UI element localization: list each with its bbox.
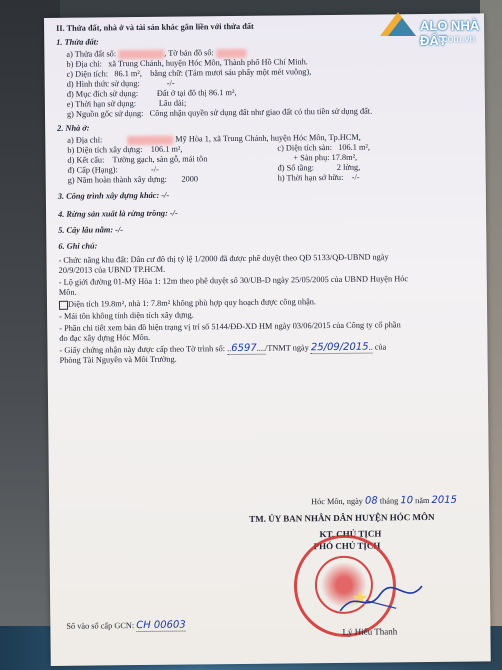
official-seal: ★ bbox=[293, 534, 396, 637]
signing-organization: TM. ỦY BAN NHÂN DÂN HUYỆN HÓC MÔN bbox=[249, 511, 435, 524]
issue-date: Hóc Môn, ngày 08 tháng 10 năm 2015 bbox=[311, 494, 458, 507]
planted-forest: 4. Rừng sản xuất là rừng trồng: -/- bbox=[58, 208, 178, 219]
house-floor-area: c) Diện tích sàn: 106.1 m², bbox=[277, 142, 371, 153]
land-address: b) Địa chỉ: xã Trung Chánh, huyện Hóc Môn, Thành phố Hồ Chí Minh. bbox=[66, 57, 308, 69]
gcn-number: Số vào sổ cấp GCN: CH 00603 bbox=[66, 619, 186, 632]
land-usage-purpose: đ) Mục đích sử dụng: Đất ở tại đô thị 86.1 m², bbox=[66, 87, 237, 99]
land-usage-form: d) Hình thức sử dụng: -/- bbox=[66, 78, 175, 89]
handwritten-date: 25/09/2015 bbox=[310, 341, 369, 354]
signer-name: Lý Hiếu Thanh bbox=[342, 626, 398, 637]
note-line-9: - Giấy chứng nhận này được cấp theo Tờ trình số: ..6597..../TNMT ngày 25/09/2015.. của bbox=[59, 341, 387, 355]
notes-heading: 6. Ghi chú: bbox=[58, 241, 98, 251]
land-heading: 1. Thửa đất: bbox=[56, 37, 99, 47]
watermark-logo bbox=[378, 6, 496, 68]
house-build-area: b) Diện tích xây dựng: 106.1 m², bbox=[67, 144, 183, 155]
logo-brand: ALO NHÀ ĐẤT bbox=[420, 18, 480, 48]
house-year: g) Năm hoàn thành xây dựng: 2000 bbox=[67, 174, 199, 185]
house-grade: đ) Cấp (Hạng): -/- bbox=[67, 164, 159, 175]
logo-domain: .com.vn bbox=[440, 34, 476, 45]
section-title: II. Thửa đất, nhà ở và tài sản khác gắn liền với thửa đất bbox=[56, 21, 254, 33]
note-line-1: - Chức năng khu đất: Dân cư đô thị tỷ lệ 1/2000 đã được phê duyệt theo QĐ 5133/QĐ-UBND ngày bbox=[58, 252, 389, 265]
note-line-7: - Phần chi tiết xem bản đồ hiện trạng vị trí số 5144/ĐĐ-XD HM ngày 03/06/2015 của Công ty cổ phần bbox=[59, 320, 401, 333]
house-heading: 2. Nhà ở: bbox=[57, 123, 90, 133]
note-line-3: - Lộ giới đường 01-Mỹ Hòa 1: 12m theo phê duyệt số 30/UB-D ngày 25/05/2005 của UBND Huyện Hóc bbox=[58, 274, 409, 287]
house-logo-icon bbox=[378, 8, 418, 38]
note-line-10: Phòng Tài Nguyên và Môi Trường. bbox=[59, 354, 177, 365]
house-address: a) Địa chỉ: Mỹ Hòa 1, xã Trung Chánh, huyện Hóc Môn, Tp.HCM, bbox=[67, 132, 361, 145]
signing-role: PHÓ CHỦ TỊCH bbox=[313, 540, 381, 552]
note-line-2: 20/9/2013 của UBND TP.HCM. bbox=[58, 264, 166, 275]
house-structure: d) Kết cấu: Tường gạch, sàn gỗ, mái tôn bbox=[67, 154, 208, 165]
note-line-5: Diện tích 19.8m², nhà 1: 7.8m² không phù hợp quy hoạch được công nhận. bbox=[59, 297, 316, 310]
handwritten-number: 6597 bbox=[231, 342, 257, 355]
land-origin: g) Nguồn gốc sử dụng: Công nhận quyền sử dụng đất như giao đất có thu tiền sử dụng đất. bbox=[66, 106, 373, 119]
house-floors: đ) Số tầng: 2 lửng, bbox=[277, 162, 361, 173]
signature-mark bbox=[336, 580, 426, 621]
other-construction: 3. Công trình xây dựng khác: -/- bbox=[57, 190, 170, 201]
house-ownership-term: h) Thời hạn sở hữu: -/- bbox=[277, 172, 360, 183]
land-area: c) Diện tích: 86.1 m², bằng chữ: (Tám mươi sáu phẩy một mét vuông), bbox=[66, 67, 312, 79]
signing-kt: KT. CHỦ TỊCH bbox=[319, 528, 382, 540]
land-duration: e) Thời hạn sử dụng: Lâu dài; bbox=[66, 98, 187, 109]
note-line-4: Môn. bbox=[58, 287, 77, 297]
perennial-trees: 5. Cây lâu năm: -/- bbox=[58, 225, 124, 235]
note-line-6: - Mái tôn không tính diện tích xây dựng. bbox=[59, 310, 194, 321]
certificate-page bbox=[44, 13, 491, 666]
land-parcel: a) Thửa đất số: , Tờ bản đồ số: bbox=[66, 48, 246, 60]
house-sub-floor: + Sàn phụ: 17.8m², bbox=[293, 152, 358, 163]
note-line-8: đo đạc xây dựng Hóc Môn. bbox=[59, 332, 151, 343]
